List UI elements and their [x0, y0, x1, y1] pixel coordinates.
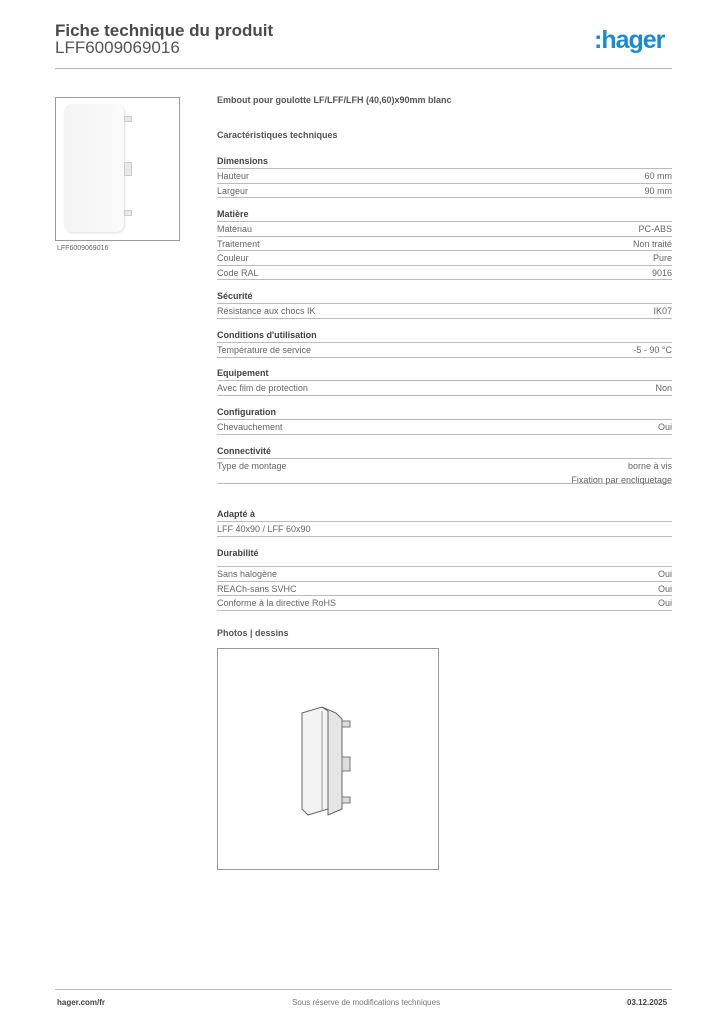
- spec-row: [217, 459, 672, 484]
- section-2: [217, 290, 672, 319]
- section-title: Sécurité: [217, 290, 672, 304]
- section-0: [217, 155, 672, 198]
- section-1: [217, 208, 672, 280]
- section-title: Conditions d'utilisation: [217, 329, 672, 343]
- spec-value-text: borne à vis: [627, 461, 672, 471]
- spec-label: Code RAL: [217, 267, 259, 278]
- footer-date: 03.12.2025: [627, 998, 668, 1007]
- thumbnail-caption: LFF6009069016: [57, 245, 109, 252]
- spec-row: [217, 522, 672, 537]
- spec-value-text: Oui: [657, 598, 672, 608]
- spec-value-text: Pure: [652, 253, 672, 263]
- spec-row: [217, 169, 672, 184]
- footer-website[interactable]: hager.com/fr: [57, 998, 106, 1007]
- spec-label: Conforme à la directive RoHS: [217, 598, 337, 608]
- spec-value-text: Oui: [657, 583, 672, 594]
- product-name: Embout pour goulotte LF/LFF/LFH (40,60)x90mm blanc: [217, 95, 452, 105]
- photos-title: Photos | dessins: [217, 628, 289, 638]
- spec-label: Sans halogène: [217, 569, 278, 579]
- section-6: [217, 445, 672, 484]
- spec-label: LFF 40x90 / LFF 60x90: [217, 524, 311, 534]
- spec-value-text: Oui: [657, 569, 672, 579]
- spec-value: [658, 420, 672, 434]
- spec-value: [644, 184, 672, 198]
- spec-label: Traitement: [217, 238, 260, 249]
- spec-value-text: PC-ABS: [638, 224, 672, 234]
- spec-value: [658, 596, 672, 610]
- spec-row: [217, 420, 672, 435]
- section-title: Adapté à: [217, 508, 672, 522]
- spec-row: [217, 222, 672, 237]
- section-title: Durabilité: [217, 547, 672, 567]
- spec-value: [633, 343, 672, 357]
- spec-row: [217, 266, 672, 281]
- spec-label: Avec film de protection: [217, 383, 308, 393]
- spec-value: [658, 567, 672, 581]
- spec-label: Type de montage: [217, 461, 287, 471]
- spec-label: Matériau: [217, 224, 253, 234]
- spec-value: [655, 381, 672, 395]
- spec-row: [217, 304, 672, 319]
- section-title: Dimensions: [217, 155, 672, 169]
- spec-value-text: 60 mm: [644, 171, 672, 181]
- spec-value: [638, 222, 672, 236]
- spec-value: [571, 459, 672, 483]
- spec-label: Résistance aux chocs IK: [217, 306, 316, 316]
- spec-value-text: IK07: [653, 306, 672, 316]
- section-4: [217, 367, 672, 396]
- spec-value: [653, 304, 672, 318]
- product-code: LFF6009069016: [55, 38, 180, 57]
- spec-row: [217, 343, 672, 358]
- section-8: [217, 547, 672, 611]
- spec-value-text-2: Fixation par encliquetage: [571, 475, 672, 485]
- spec-label: Largeur: [217, 185, 249, 196]
- header-divider: [55, 68, 672, 69]
- section-3: [217, 329, 672, 358]
- section-title: Equipement: [217, 367, 672, 381]
- spec-row: [217, 251, 672, 266]
- footer-divider: [55, 989, 672, 990]
- spec-value: [653, 251, 672, 265]
- section-7: [217, 508, 672, 537]
- spec-row: [217, 567, 672, 582]
- section-title: Matière: [217, 208, 672, 222]
- spec-row: [217, 237, 672, 252]
- section-5: [217, 406, 672, 435]
- spec-value-text: Non: [655, 383, 672, 393]
- spec-row: [217, 596, 672, 611]
- spec-value-text: -5 - 90 °C: [633, 345, 672, 355]
- spec-row: [217, 582, 672, 597]
- spec-value: [644, 169, 672, 183]
- spec-row: [217, 184, 672, 199]
- spec-label: REACh-sans SVHC: [217, 583, 297, 594]
- section-title: Configuration: [217, 406, 672, 420]
- footer-disclaimer: Sous réserve de modifications techniques: [292, 998, 441, 1007]
- product-thumbnail: [55, 97, 180, 241]
- spec-value-text: Non traité: [632, 238, 672, 249]
- spec-value: [658, 582, 672, 596]
- spec-label: Couleur: [217, 253, 249, 263]
- spec-label: Chevauchement: [217, 422, 283, 432]
- spec-value-text: 90 mm: [644, 185, 672, 196]
- spec-label: Température de service: [217, 345, 312, 355]
- spec-value: [633, 237, 672, 251]
- spec-label: Hauteur: [217, 171, 250, 181]
- page-title: Fiche technique du produit: [55, 21, 274, 40]
- characteristics-title: Caractéristiques techniques: [217, 130, 338, 140]
- spec-value-text: 9016: [651, 267, 672, 278]
- spec-value: [652, 266, 672, 280]
- spec-row: [217, 381, 672, 396]
- product-photo: [217, 648, 439, 870]
- hager-logo: :hager: [594, 26, 665, 54]
- section-title: Connectivité: [217, 445, 672, 459]
- spec-value-text: Oui: [657, 422, 672, 432]
